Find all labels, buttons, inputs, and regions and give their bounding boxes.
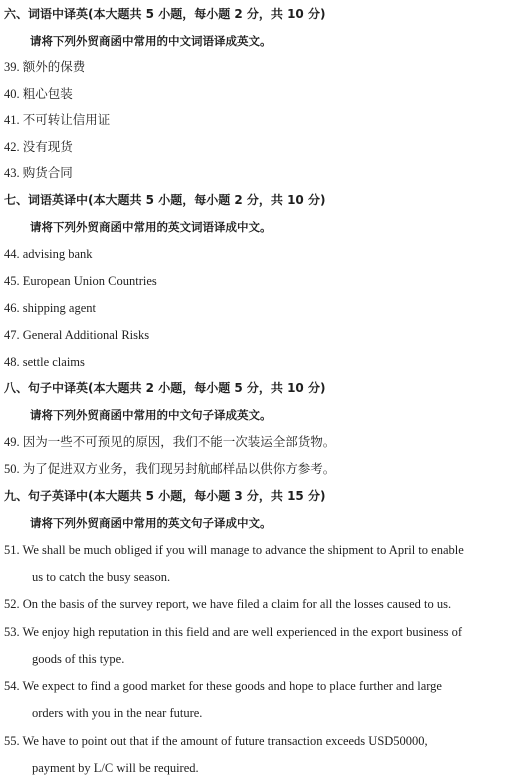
question-text-continued: payment by L/C will be required. xyxy=(32,761,199,775)
section-9-instruction: 请将下列外贸商函中常用的英文句子译成中文。 xyxy=(30,516,272,530)
question-number: 48. xyxy=(4,355,20,369)
question-49 xyxy=(4,434,335,450)
question-43 xyxy=(4,165,73,181)
question-47 xyxy=(4,327,149,343)
section-8-instruction: 请将下列外贸商函中常用的中文句子译成英文。 xyxy=(30,408,272,422)
question-text: We expect to find a good market for these goods and hope to place further and large xyxy=(22,679,442,693)
question-number: 46. xyxy=(4,301,20,315)
question-text: We shall be much obliged if you will manage to advance the shipment to April to enable xyxy=(22,543,464,557)
question-text: settle claims xyxy=(22,355,85,369)
question-44 xyxy=(4,246,93,262)
question-46 xyxy=(4,300,96,316)
question-text: 不可转让信用证 xyxy=(22,113,111,127)
question-text: On the basis of the survey report, we have filed a claim for all the losses caused to us. xyxy=(22,597,452,611)
question-text: shipping agent xyxy=(22,301,97,315)
section-6-instruction: 请将下列外贸商函中常用的中文词语译成英文。 xyxy=(30,34,272,48)
question-55 xyxy=(4,733,523,776)
section-9-title: 九、句子英译中(本大题共 5 小题，每小题 3 分，共 15 分) xyxy=(4,489,326,503)
question-text: 购货合同 xyxy=(22,166,73,180)
question-41 xyxy=(4,112,110,128)
question-52 xyxy=(4,596,451,612)
question-48 xyxy=(4,354,85,370)
question-number: 54. xyxy=(4,679,20,693)
question-40 xyxy=(4,86,73,102)
question-text: General Additional Risks xyxy=(22,328,150,342)
question-number: 40. xyxy=(4,87,20,101)
question-text-continued: goods of this type. xyxy=(32,652,125,666)
question-number: 42. xyxy=(4,140,20,154)
question-number: 52. xyxy=(4,597,20,611)
question-number: 45. xyxy=(4,274,20,288)
section-8-title: 八、句子中译英(本大题共 2 小题，每小题 5 分，共 10 分) xyxy=(4,381,326,395)
question-45 xyxy=(4,273,157,289)
question-text: 额外的保费 xyxy=(22,60,86,74)
question-text: European Union Countries xyxy=(22,274,157,288)
question-text-continued: orders with you in the near future. xyxy=(32,706,203,720)
question-number: 49. xyxy=(4,435,20,449)
question-text: We have to point out that if the amount of future transaction exceeds USD50000, xyxy=(22,734,428,748)
question-number: 43. xyxy=(4,166,20,180)
question-50 xyxy=(4,461,335,477)
question-number: 50. xyxy=(4,462,20,476)
question-text: 因为一些不可预见的原因，我们不能一次装运全部货物。 xyxy=(22,435,336,449)
question-number: 44. xyxy=(4,247,20,261)
question-number: 41. xyxy=(4,113,20,127)
section-6-title: 六、词语中译英(本大题共 5 小题，每小题 2 分，共 10 分) xyxy=(4,7,326,21)
question-number: 53. xyxy=(4,625,20,639)
question-39 xyxy=(4,59,85,75)
question-number: 47. xyxy=(4,328,20,342)
question-text: 为了促进双方业务，我们现另封航邮样品以供你方参考。 xyxy=(22,462,336,476)
question-number: 51. xyxy=(4,543,20,557)
question-number: 39. xyxy=(4,60,20,74)
question-text: advising bank xyxy=(22,247,93,261)
question-text-continued: us to catch the busy season. xyxy=(32,570,171,584)
question-51 xyxy=(4,542,523,585)
section-7-title: 七、词语英译中(本大题共 5 小题，每小题 2 分，共 10 分) xyxy=(4,193,326,207)
section-7-instruction: 请将下列外贸商函中常用的英文词语译成中文。 xyxy=(30,220,272,234)
question-text: 粗心包装 xyxy=(22,87,73,101)
question-54 xyxy=(4,678,523,721)
question-number: 55. xyxy=(4,734,20,748)
question-53 xyxy=(4,624,523,667)
question-text: 没有现货 xyxy=(22,140,73,154)
question-text: We enjoy high reputation in this field and are well experienced in the export business of xyxy=(22,625,463,639)
question-42 xyxy=(4,139,73,155)
